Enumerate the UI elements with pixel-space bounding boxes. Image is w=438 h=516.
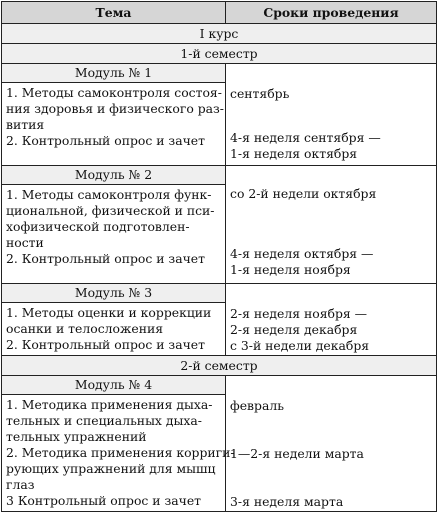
module-1-title: Модуль № 1 [2,64,226,83]
module-1-dates [226,64,437,166]
topic-line: ности [6,235,44,250]
topic-line: 2. Методика применения корриги- [6,445,235,460]
topic-line: 1. Методы оценки и коррекции [6,305,212,320]
topic-line: циональной, физической и пси- [6,203,215,218]
module-4-dates [226,376,437,512]
module-3-dates [226,284,437,356]
module-1-topics [2,83,226,166]
semester-row-2 [2,356,437,376]
date-line: со 2-й недели октября [230,186,377,201]
topic-line: тельных и специальных дыха- [6,413,202,428]
module-3-header [2,284,437,303]
module-4-header [2,376,437,395]
date-line: 4-я неделя октября — [230,246,374,261]
topic-line: 2. Контрольный опрос и зачет [6,337,205,352]
semester-label-2: 2-й семестр [2,356,437,376]
topic-line: 2. Контрольный опрос и зачет [6,251,205,266]
module-4-topics [2,395,235,512]
topic-line: тельных упражнений [6,429,147,444]
module-2-dates [226,166,437,284]
module-2-header [2,166,437,185]
schedule-table [1,1,437,512]
topic-line: 1. Методы самоконтроля функ- [6,187,212,202]
topic-line: хофизической подготовлен- [6,219,190,234]
topic-line: рующих упражнений для мышц [6,461,216,476]
header-dates: Сроки проведения [226,2,437,24]
topic-line: 2. Контрольный опрос и зачет [6,133,205,148]
topic-line: осанки и телосложения [6,321,164,336]
date-line: 3-я неделя марта [230,494,344,509]
date-line: 1-я неделя ноября [230,262,351,277]
date-line: 4-я неделя сентября — [230,130,381,145]
semester-row-1 [2,44,437,64]
date-line: февраль [230,398,284,413]
topic-line: ния здоровья и физического раз- [6,101,224,116]
topic-line: вития [6,117,45,132]
date-line: 2-я неделя ноября — [230,306,368,321]
course-label: I курс [2,24,437,44]
module-1-header [2,64,437,83]
module-2-title: Модуль № 2 [2,166,226,185]
date-line: с 3-й недели декабря [230,338,370,353]
topic-line: 1. Методы самоконтроля состоя- [6,85,222,100]
header-topic: Тема [2,2,226,24]
topic-line: глаз [6,477,35,492]
module-4-title: Модуль № 4 [2,376,226,395]
date-line: 1-я неделя октября [230,146,358,161]
date-line: 2-я неделя декабря [230,322,358,337]
semester-label-1: 1-й семестр [2,44,437,64]
module-3-topics [2,303,226,356]
module-3-title: Модуль № 3 [2,284,226,303]
topic-line: 1. Методика применения дыха- [6,397,213,412]
module-2-topics [2,185,226,284]
header-row [2,2,437,24]
date-line: сентябрь [230,86,290,101]
date-line: 1—2-я недели марта [230,446,364,461]
course-row [2,24,437,44]
topic-line: 3 Контрольный опрос и зачет [6,493,202,508]
